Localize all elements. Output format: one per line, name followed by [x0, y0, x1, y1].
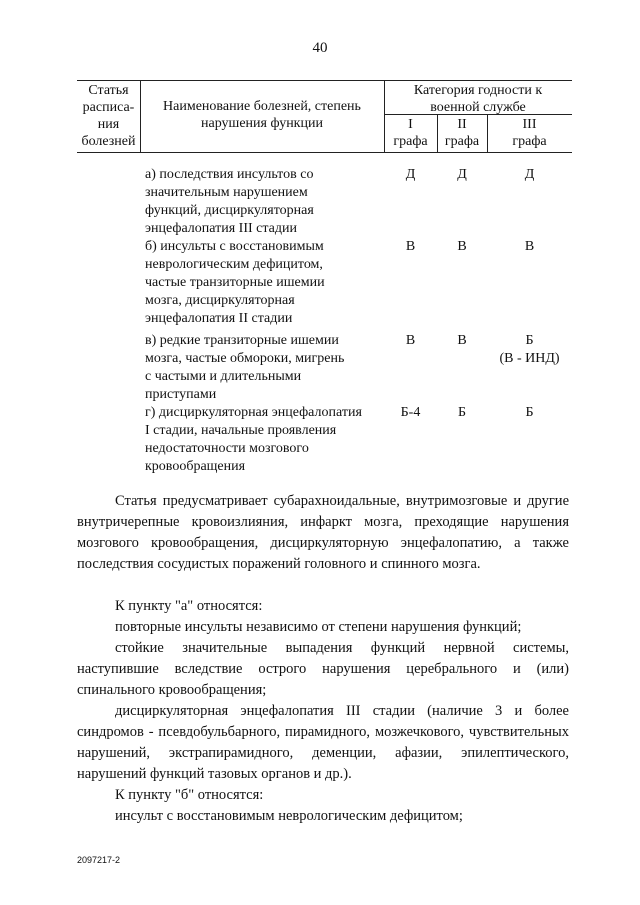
row-b-text: б) инсульты с восстановимым неврологическим дефицитом, частые транзиторные ишемии мозга, дисциркуляторная энцефалопатия II стадии — [145, 239, 325, 326]
header-category: Категория годности к военной службе — [413, 83, 543, 115]
row-a-graf3: Д — [524, 167, 535, 182]
point-a-item-2: стойкие значительные выпадения функций нервной системы, наступившие вследствие острого нарушения церебрального и (или) спинального кровообращения; — [77, 640, 569, 698]
row-g-graf1: Б-4 — [400, 405, 421, 420]
document-code: 2097217-2 — [77, 855, 121, 865]
row-g-graf2: Б — [457, 405, 467, 420]
header-disease-name: Наименование болезней, степень нарушения функции — [163, 99, 361, 131]
point-b-heading: К пункту "б" относятся: — [115, 787, 264, 803]
point-b-item-1: инсульт с восстановимым неврологическим дефицитом; — [115, 808, 463, 824]
point-a-item-1: повторные инсульты независимо от степени нарушения функций; — [115, 619, 522, 635]
row-b-graf3: В — [524, 239, 535, 254]
point-a-item-3: дисциркуляторная энцефалопатия III стадии (наличие 3 и более синдромов - псевдобульбарного, пирамидного, мозжечкового, чувствительных нарушений, экстрапирамидного, деменции, афазии, эпилептического, нарушений функций тазовых органов и др.). — [77, 703, 569, 782]
row-v-graf2: В — [457, 333, 467, 348]
header-graf-1: I графа — [393, 117, 428, 149]
row-a-graf2: Д — [457, 167, 467, 182]
row-v-graf3: Б (В - ИНД) — [499, 333, 560, 366]
point-a-heading: К пункту "а" относятся: — [115, 598, 263, 614]
header-graf-2: II графа — [444, 117, 480, 149]
row-g-text: г) дисциркуляторная энцефалопатия I стадии, начальные проявления недостаточности мозгового кровообращения — [145, 405, 362, 474]
row-b-graf2: В — [457, 239, 467, 254]
row-a-graf1: Д — [405, 167, 416, 182]
header-article: Статья расписа- ния болезней — [81, 83, 136, 149]
row-a-text: а) последствия инсультов со значительным нарушением функций, дисциркуляторная энцефалопатия III стадии — [145, 167, 314, 236]
table-header-bottom-border — [77, 152, 572, 153]
row-v-graf1: В — [405, 333, 416, 348]
row-v-text: в) редкие транзиторные ишемии мозга, частые обмороки, мигрень с частыми и длительными приступами — [145, 333, 345, 402]
row-b-graf1: В — [405, 239, 416, 254]
table-top-border — [77, 80, 572, 81]
header-graf-3: III графа — [512, 117, 547, 149]
row-g-graf3: Б — [525, 405, 534, 420]
page-number: 40 — [312, 40, 328, 56]
article-description-paragraph: Статья предусматривает субарахноидальные, внутримозговые и другие внутричерепные кровоизлияния, инфаркт мозга, преходящие нарушения мозгового кровообращения, дисциркуляторную энцефалопатию, а также последствия сосудистых поражений головного и спинного мозга. — [77, 493, 569, 572]
